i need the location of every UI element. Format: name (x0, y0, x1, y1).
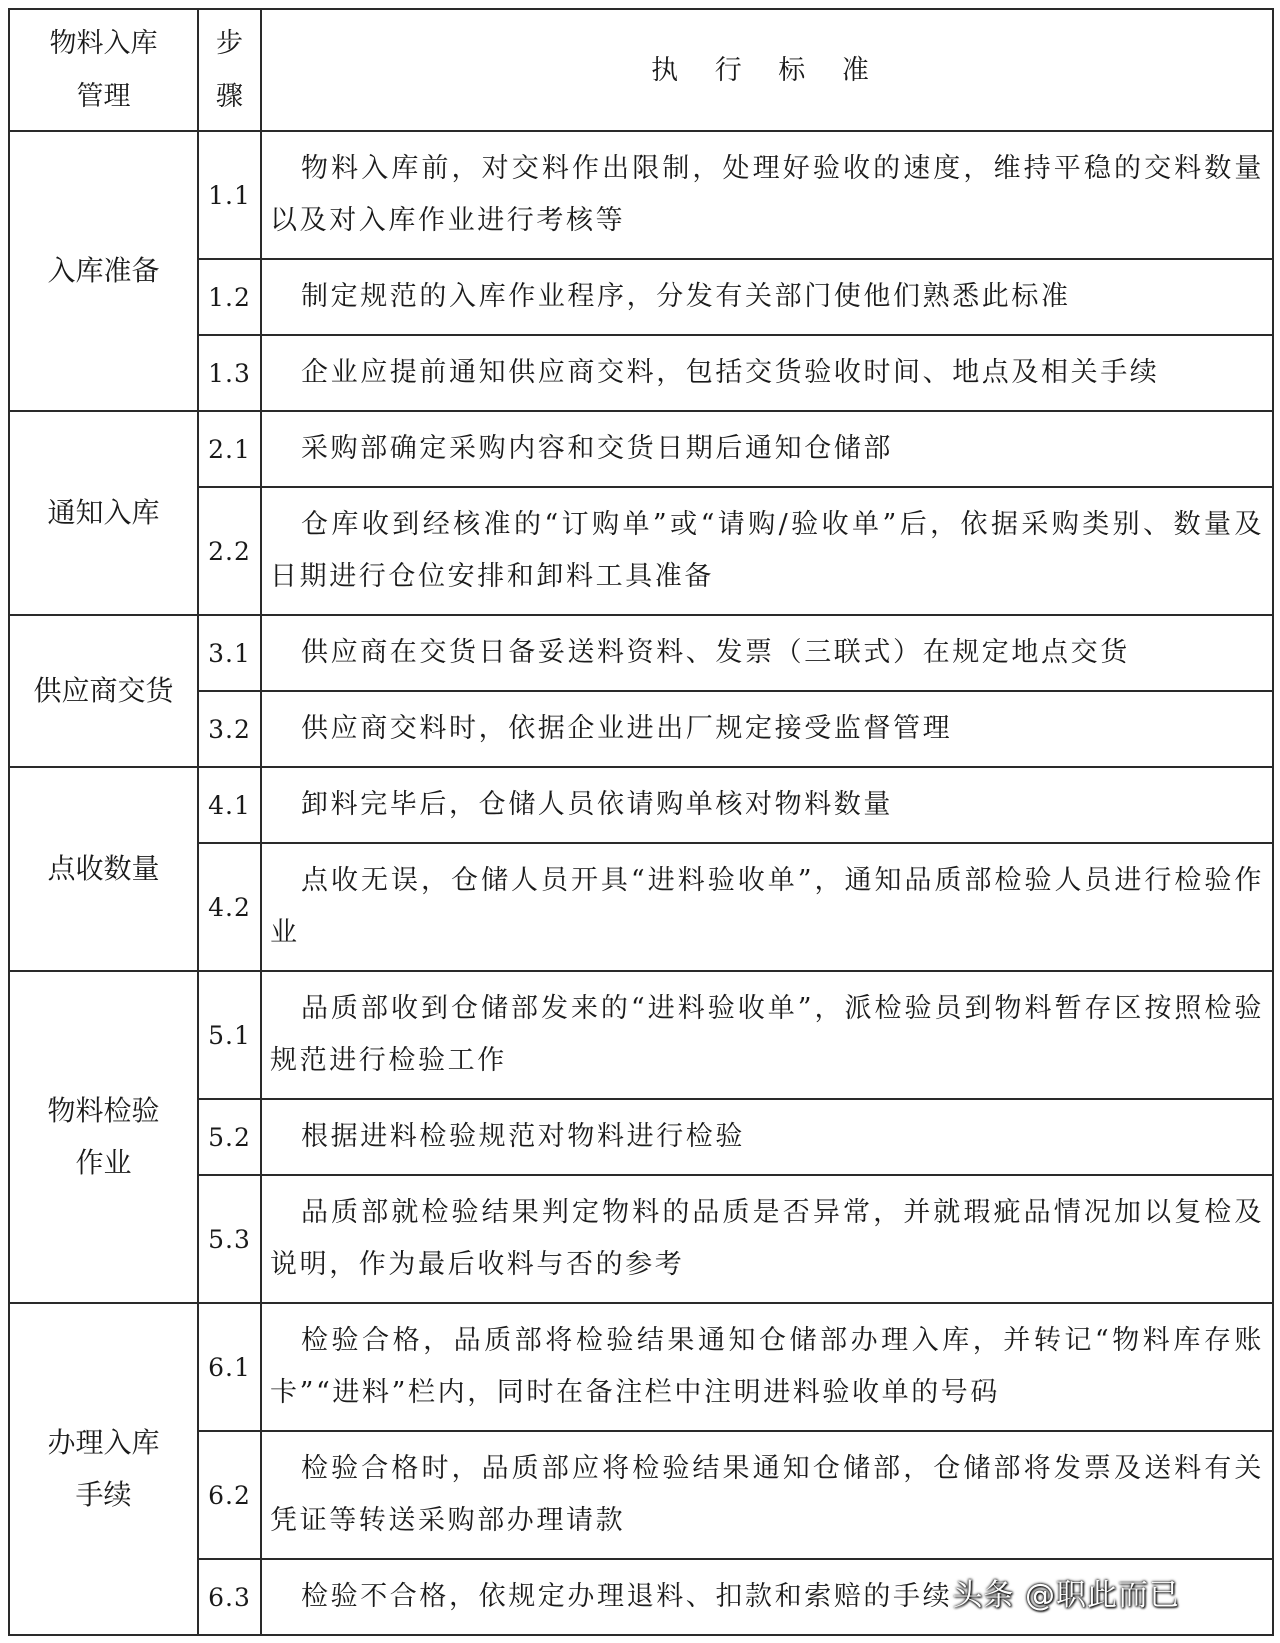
standard-text: 物料入库前，对交料作出限制，处理好验收的速度，维持平稳的交料数量以及对入库作业进行考核等 (261, 131, 1273, 259)
header-step (198, 9, 261, 131)
step-number: 5.2 (198, 1099, 261, 1175)
table-header-row (9, 9, 1273, 131)
standard-text: 检验合格时，品质部应将检验结果通知仓储部，仓储部将发票及送料有关凭证等转送采购部办理请款 (261, 1431, 1273, 1559)
category-cell (9, 971, 198, 1303)
standard-text: 检验合格，品质部将检验结果通知仓储部办理入库，并转记“物料库存账卡”“进料”栏内，同时在备注栏中注明进料验收单的号码 (261, 1303, 1273, 1431)
step-number: 2.1 (198, 411, 261, 487)
step-number: 6.3 (198, 1559, 261, 1635)
standard-text: 供应商交料时，依据企业进出厂规定接受监督管理 (261, 691, 1273, 767)
table-row (9, 411, 1273, 487)
table-row (9, 1431, 1273, 1559)
table-row (9, 131, 1273, 259)
standard-text: 根据进料检验规范对物料进行检验 (261, 1099, 1273, 1175)
step-number: 3.1 (198, 615, 261, 691)
step-number: 6.1 (198, 1303, 261, 1431)
standard-text: 品质部收到仓储部发来的“进料验收单”，派检验员到物料暂存区按照检验规范进行检验工作 (261, 971, 1273, 1099)
document-page (8, 8, 1272, 1636)
table-body (9, 131, 1273, 1635)
standard-text: 采购部确定采购内容和交货日期后通知仓储部 (261, 411, 1273, 487)
header-step-text: 步骤 (216, 28, 243, 112)
header-category (9, 9, 198, 131)
standard-text: 品质部就检验结果判定物料的品质是否异常，并就瑕疵品情况加以复检及说明，作为最后收料与否的参考 (261, 1175, 1273, 1303)
watermark: 头条 @职此而已 (952, 1578, 1180, 1613)
table-row (9, 971, 1273, 1099)
category-cell (9, 1303, 198, 1635)
standard-text: 检验不合格，依规定办理退料、扣款和索赔的手续 (261, 1559, 1273, 1635)
category-label: 供应商交货 (33, 674, 174, 707)
step-number: 4.1 (198, 767, 261, 843)
table-row (9, 1175, 1273, 1303)
table-row (9, 843, 1273, 971)
header-category-text: 物料入库管理 (49, 28, 158, 112)
category-label: 入库准备 (47, 254, 160, 287)
standard-text: 卸料完毕后，仓储人员依请购单核对物料数量 (261, 767, 1273, 843)
step-number: 1.2 (198, 259, 261, 335)
table-row (9, 1303, 1273, 1431)
table-row (9, 335, 1273, 411)
step-number: 5.1 (198, 971, 261, 1099)
step-number: 6.2 (198, 1431, 261, 1559)
category-cell (9, 411, 198, 615)
step-number: 4.2 (198, 843, 261, 971)
step-number: 1.1 (198, 131, 261, 259)
category-label: 点收数量 (47, 852, 160, 885)
category-label: 办理入库手续 (47, 1426, 160, 1511)
category-cell (9, 131, 198, 411)
warehouse-inbound-table (8, 8, 1274, 1636)
table-row (9, 691, 1273, 767)
step-number: 2.2 (198, 487, 261, 615)
category-cell (9, 615, 198, 767)
table-row (9, 767, 1273, 843)
standard-text: 供应商在交货日备妥送料资料、发票（三联式）在规定地点交货 (261, 615, 1273, 691)
step-number: 5.3 (198, 1175, 261, 1303)
standard-text: 仓库收到经核准的“订购单”或“请购/验收单”后，依据采购类别、数量及日期进行仓位安排和卸料工具准备 (261, 487, 1273, 615)
standard-text: 制定规范的入库作业程序，分发有关部门使他们熟悉此标准 (261, 259, 1273, 335)
header-standard: 执 行 标 准 (261, 9, 1273, 131)
table-row (9, 615, 1273, 691)
standard-text: 企业应提前通知供应商交料，包括交货验收时间、地点及相关手续 (261, 335, 1273, 411)
step-number: 1.3 (198, 335, 261, 411)
table-row (9, 259, 1273, 335)
table-row (9, 487, 1273, 615)
category-label: 物料检验作业 (47, 1094, 160, 1179)
standard-text: 点收无误，仓储人员开具“进料验收单”，通知品质部检验人员进行检验作业 (261, 843, 1273, 971)
step-number: 3.2 (198, 691, 261, 767)
category-cell (9, 767, 198, 971)
category-label: 通知入库 (47, 496, 160, 529)
table-row (9, 1099, 1273, 1175)
